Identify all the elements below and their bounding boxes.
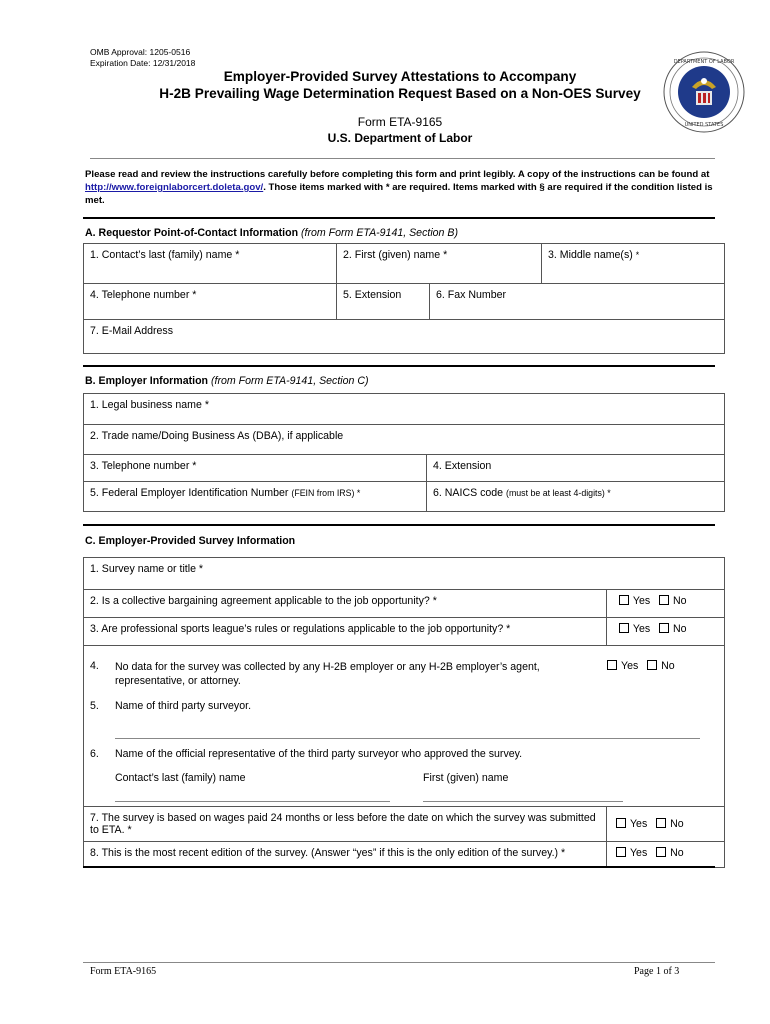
q8-no-checkbox[interactable] (656, 847, 666, 857)
instructions-link[interactable]: http://www.foreignlaborcert.doleta.gov/ (85, 182, 264, 193)
q3-yes-label: Yes (632, 623, 651, 635)
q6-last-name-input[interactable] (115, 801, 390, 802)
title-line-1: Employer-Provided Survey Attestations to Accompany (223, 69, 577, 84)
q3-no-label: No (673, 623, 687, 635)
expiration-date: Expiration Date: 12/31/2018 (90, 58, 196, 68)
section-c-bottom-rule (83, 866, 715, 868)
q6-first-name-label: First (given) name (423, 772, 509, 784)
seal-lettering: DEPARTMENT OF LABOR (673, 59, 735, 65)
q7-yes-checkbox[interactable] (616, 818, 626, 828)
section-c-rule (83, 524, 715, 526)
survey-name-field[interactable] (84, 558, 725, 590)
employer-telephone-field[interactable] (84, 455, 427, 482)
email-label: 7. E-Mail Address (90, 325, 174, 337)
q4-number: 4. (90, 660, 99, 672)
q2-yes-checkbox[interactable] (619, 595, 629, 605)
legal-business-name-field[interactable] (84, 394, 725, 425)
question-3-text: 3. Are professional sports league’s rules or regulations applicable to the job opportunity? * (90, 623, 511, 635)
section-b-table (83, 393, 725, 512)
footer-rule (83, 962, 715, 963)
instructions-text-end: . Those items marked with * are required. Items marked with § are required if the condition listed is met. (85, 182, 713, 206)
middle-name-required-mark: * (635, 250, 640, 260)
middle-name-label: 3. Middle name(s) (548, 249, 633, 261)
instructions (85, 168, 715, 207)
employer-extension-label: 4. Extension (433, 460, 492, 472)
q8-no-label: No (670, 847, 684, 859)
q3-no-checkbox[interactable] (659, 623, 669, 633)
fein-label: 5. Federal Employer Identification Number (90, 487, 289, 499)
q7-no-label: No (670, 818, 684, 830)
first-name-field[interactable] (337, 244, 542, 284)
naics-code-field[interactable] (427, 482, 725, 512)
question-7 (84, 807, 607, 842)
legal-business-name-label: 1. Legal business name * (90, 399, 209, 411)
form-number: Form ETA-9165 (357, 115, 443, 129)
question-5-text: Name of third party surveyor. (115, 700, 252, 712)
first-name-label: 2. First (given) name * (343, 249, 448, 261)
question-8 (84, 842, 607, 868)
survey-name-label: 1. Survey name or title * (90, 563, 204, 575)
section-b-rule (83, 365, 715, 367)
q4-yes-label: Yes (621, 660, 639, 672)
footer-page-number: Page 1 of 3 (634, 966, 680, 977)
q6-number: 6. (90, 748, 99, 760)
question-2-text: 2. Is a collective bargaining agreement applicable to the job opportunity? * (90, 595, 437, 607)
extension-label: 5. Extension (343, 289, 402, 301)
q8-yes-checkbox[interactable] (616, 847, 626, 857)
q3-yes-checkbox[interactable] (619, 623, 629, 633)
fein-note: (FEIN from IRS) * (291, 488, 361, 498)
omb-info (90, 47, 195, 69)
fax-number-field[interactable] (430, 284, 725, 320)
section-a-note: (from Form ETA-9141, Section B) (301, 227, 458, 239)
q6-first-name-input[interactable] (423, 801, 623, 802)
naics-code-label: 6. NAICS code (433, 487, 504, 499)
section-a-table (83, 243, 725, 354)
telephone-field[interactable] (84, 284, 337, 320)
section-a-title: A. Requestor Point-of-Contact Information (85, 227, 299, 239)
q4-no-label: No (661, 660, 675, 672)
instructions-text: Please read and review the instructions carefully before completing this form and print legibly. A copy of the instructions can be found at (85, 169, 710, 180)
q2-yes-label: Yes (632, 595, 651, 607)
contact-last-name-label: 1. Contact’s last (family) name * (90, 249, 240, 261)
header-divider (90, 158, 715, 159)
question-8-text: 8. This is the most recent edition of the survey. (Answer “yes” if this is the only edition of the survey.) * (90, 847, 566, 859)
extension-field[interactable] (337, 284, 430, 320)
question-6-text: Name of the official representative of the third party surveyor who approved the survey. (115, 748, 523, 760)
telephone-label: 4. Telephone number * (90, 289, 197, 301)
question-4-answer (607, 660, 675, 672)
title-line-2: H-2B Prevailing Wage Determination Request Based on a Non-OES Survey (159, 86, 641, 101)
employer-telephone-label: 3. Telephone number * (90, 460, 197, 472)
section-a-rule (83, 217, 715, 219)
fax-number-label: 6. Fax Number (436, 289, 507, 301)
q4-no-checkbox[interactable] (647, 660, 657, 670)
dol-seal-icon (663, 51, 745, 133)
third-party-surveyor-input[interactable] (115, 738, 700, 739)
section-b-note: (from Form ETA-9141, Section C) (210, 375, 369, 387)
employer-extension-field[interactable] (427, 455, 725, 482)
form-title (90, 68, 710, 102)
question-8-answer (607, 842, 725, 868)
section-c-table (83, 557, 725, 868)
omb-approval: OMB Approval: 1205-0516 (90, 47, 191, 57)
question-3-answer (607, 618, 725, 646)
department-name: U.S. Department of Labor (327, 131, 473, 145)
q2-no-label: No (673, 595, 687, 607)
q5-number: 5. (90, 700, 99, 712)
section-a-heading (85, 227, 458, 239)
q4-yes-checkbox[interactable] (607, 660, 617, 670)
email-field[interactable] (84, 320, 725, 354)
contact-last-name-field[interactable] (84, 244, 337, 284)
section-b-title: B. Employer Information (85, 375, 209, 387)
section-b-heading (85, 375, 369, 387)
question-3 (84, 618, 607, 646)
question-2-answer (607, 590, 725, 618)
middle-name-field[interactable] (542, 244, 725, 284)
trade-name-field[interactable] (84, 425, 725, 455)
question-7-answer (607, 807, 725, 842)
question-7-text: 7. The survey is based on wages paid 24 months or less before the date on which the survey was submitted to ETA. * (90, 812, 596, 836)
question-2 (84, 590, 607, 618)
svg-text:UNITED STATES: UNITED STATES (684, 122, 724, 128)
q2-no-checkbox[interactable] (659, 595, 669, 605)
trade-name-label: 2. Trade name/Doing Business As (DBA), if applicable (90, 430, 344, 442)
question-4-text: No data for the survey was collected by any H-2B employer or any H-2B employer’s agent, representative, or attorney. (115, 661, 540, 687)
q7-yes-label: Yes (629, 818, 648, 830)
naics-code-note: (must be at least 4-digits) * (506, 488, 611, 498)
fein-field[interactable] (84, 482, 427, 512)
q8-yes-label: Yes (629, 847, 648, 859)
q6-last-name-label: Contact’s last (family) name (115, 772, 246, 784)
section-c-heading: C. Employer-Provided Survey Information (85, 535, 296, 547)
q7-no-checkbox[interactable] (656, 818, 666, 828)
footer-form-number: Form ETA-9165 (90, 966, 157, 977)
